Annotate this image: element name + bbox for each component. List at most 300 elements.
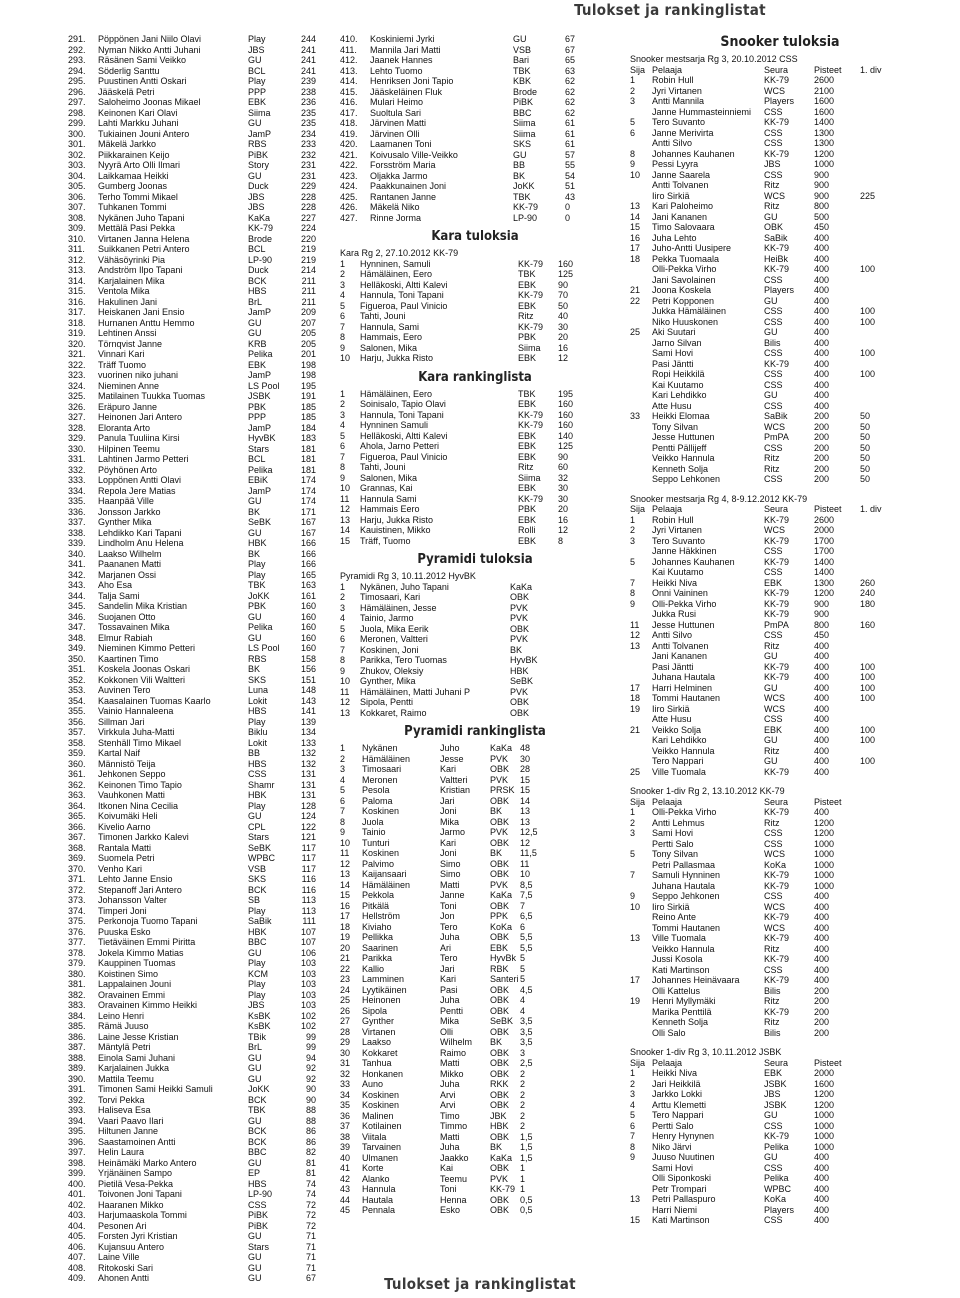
rank-cell: 383.: [68, 1000, 86, 1010]
points-cell: 166: [300, 559, 316, 569]
rank-cell: 327.: [68, 412, 86, 422]
points-cell: 0: [565, 212, 571, 223]
rank-cell: [630, 1205, 652, 1216]
name-cell: Rantala Matti: [98, 842, 152, 853]
club-cell: WCS: [764, 922, 785, 933]
ranking-row: [68, 727, 318, 738]
name-cell: Heikki Elomaa: [652, 411, 710, 422]
club-cell: GU: [248, 811, 262, 821]
name-cell: Keinonen Timo Tapio: [98, 779, 182, 790]
name-cell: Olli Kattelus: [652, 985, 701, 996]
ranking-row: [68, 171, 318, 182]
points-cell: 198: [300, 370, 316, 380]
snooker-row: [630, 390, 930, 401]
ranking-row: [68, 927, 318, 938]
points-cell: EBK: [490, 942, 509, 953]
rank-cell: 5: [340, 623, 346, 634]
points-cell: 400: [814, 640, 830, 651]
rank-cell: 10: [630, 169, 641, 180]
club-cell: Play: [248, 989, 266, 1000]
points-cell: 211: [301, 275, 316, 286]
points-cell: 200: [814, 1006, 830, 1017]
points-cell: KoKa: [490, 921, 513, 932]
rank-cell: 324.: [68, 380, 86, 391]
rank-cell: 10: [630, 901, 641, 912]
points-cell: 1400: [814, 117, 835, 128]
name-cell: Timo Salovaara: [652, 222, 715, 233]
points-cell: 117: [301, 863, 316, 874]
name-cell: Mäkelä Niko: [370, 202, 420, 212]
rank-cell: 371.: [68, 874, 86, 884]
ranking-list-continued: [340, 34, 610, 223]
extra-cell: [860, 1110, 900, 1121]
name-cell: Parikka: [362, 953, 393, 964]
name-cell: Elmur Rabiah: [98, 632, 153, 643]
club-cell: CSS: [764, 379, 783, 390]
rank-cell: 332.: [68, 464, 86, 475]
rank-cell: 11: [340, 848, 350, 859]
snooker-row: [630, 912, 930, 923]
points-cell: 103: [300, 979, 316, 989]
name-cell: Lehto Tuomo: [370, 65, 423, 76]
name-cell: Olli-Pekka Virho: [652, 598, 717, 609]
club-cell: WCS: [764, 703, 785, 714]
rank-cell: 344.: [68, 590, 86, 601]
rank-cell: 16: [340, 900, 351, 911]
points-cell: SeBK: [490, 1016, 514, 1027]
snooker-row: [630, 683, 930, 694]
name-cell: Pekka Tuomaala: [652, 253, 720, 264]
ranking-row: [68, 475, 318, 486]
snooker-row: [630, 107, 930, 118]
points-cell: OBK: [490, 995, 510, 1006]
points-cell: 400: [814, 1162, 830, 1173]
rank-cell: [630, 756, 652, 767]
rank-cell: 355.: [68, 706, 86, 716]
club-cell: Ritz: [764, 201, 780, 212]
ranking-row: [68, 916, 318, 927]
club-cell: Jon: [440, 911, 455, 922]
points-cell: 400: [814, 369, 830, 380]
kara-ranking-row: [340, 494, 610, 505]
extra-cell: 1,5: [520, 1131, 533, 1142]
club-cell: BK: [510, 644, 523, 655]
rank-cell: [630, 443, 652, 454]
points-cell: 400: [814, 295, 830, 306]
name-cell: Sandelin Mika Kristian: [98, 601, 188, 611]
rank-cell: 322.: [68, 359, 86, 370]
snooker-row: [630, 902, 930, 913]
rank-cell: 294.: [68, 65, 86, 76]
rank-cell: [630, 860, 652, 871]
club-cell: OBK: [510, 623, 530, 634]
points-cell: 160: [558, 258, 574, 269]
points-cell: 113: [301, 905, 316, 916]
name-cell: Tero Suvanto: [652, 117, 706, 128]
name-cell: Jukka Hämäläinen: [652, 306, 727, 317]
points-cell: 900: [814, 190, 830, 201]
club-cell: CSS: [764, 127, 783, 138]
rank-cell: [630, 390, 652, 401]
name-cell: Harjumaaskola Tommi: [98, 1210, 187, 1220]
name-cell: Lehtinen Anssi: [98, 328, 157, 338]
name-cell: Jaanek Hannes: [370, 55, 433, 65]
points-cell: 71: [305, 1252, 316, 1262]
rank-cell: [630, 180, 652, 191]
rank-cell: 31: [340, 1058, 351, 1069]
club-cell: KK-79: [764, 598, 790, 609]
rank-cell: [630, 672, 652, 683]
name-cell: Träff Tuomo: [98, 359, 147, 370]
points-cell: 174: [300, 496, 316, 506]
points-cell: 181: [300, 464, 316, 475]
extra-cell: 7,5: [520, 890, 533, 901]
snooker-header-row: [630, 65, 930, 76]
points-cell: 151: [300, 674, 316, 685]
name-cell: Lappalainen Jouni: [98, 979, 172, 989]
points-cell: 211: [301, 296, 316, 307]
extra-cell: [860, 338, 900, 349]
club-cell: CSS: [764, 891, 783, 902]
snooker-row: [630, 609, 930, 620]
rank-cell: 19: [630, 996, 641, 1007]
snooker-row: [630, 986, 930, 997]
club-cell: Lokit: [248, 695, 268, 706]
rank-cell: 424.: [340, 181, 358, 191]
name-cell: Iiro Sirkiä: [652, 703, 690, 714]
rank-cell: 339.: [68, 538, 86, 548]
rank-cell: 17: [630, 243, 641, 254]
points-cell: 400: [814, 327, 830, 338]
club-cell: BBC: [248, 937, 267, 947]
ranking-row: [68, 790, 318, 801]
points-cell: 1600: [814, 1078, 835, 1089]
rank-cell: 33: [630, 411, 641, 422]
snooker-row: [630, 159, 930, 170]
club-cell: Toni: [440, 900, 457, 911]
name-cell: Aho Esa: [98, 580, 133, 590]
points-cell: 92: [305, 1073, 316, 1084]
points-cell: 241: [300, 44, 316, 55]
club-cell: JoKK: [248, 1084, 270, 1094]
club-cell: SKS: [248, 674, 267, 685]
points-cell: 400: [814, 943, 830, 954]
club-cell: Play: [248, 979, 266, 989]
name-cell: Niko Järvi: [652, 1141, 692, 1152]
name-cell: Heinonen: [362, 995, 401, 1006]
snooker-header-row: [630, 797, 930, 808]
points-cell: 160: [558, 420, 574, 431]
points-cell: 62: [565, 86, 576, 97]
points-cell: 61: [565, 139, 576, 149]
extra-cell: 6: [520, 921, 526, 932]
club-cell: PmPA: [764, 432, 789, 443]
extra-cell: [860, 243, 900, 254]
rank-cell: 1: [340, 743, 346, 754]
rank-cell: [630, 567, 652, 578]
club-cell: Jarmo: [440, 827, 466, 838]
points-cell: 219: [300, 254, 316, 265]
name-cell: Lamminen: [362, 974, 405, 985]
rank-cell: 25: [630, 766, 641, 777]
rank-cell: 384.: [68, 1010, 86, 1021]
club-cell: TBK: [513, 191, 531, 202]
club-cell: Players: [764, 285, 795, 296]
points-cell: 400: [814, 243, 830, 254]
name-cell: Veikko Solja: [652, 724, 702, 735]
pyramid-ranking-row: [340, 964, 610, 975]
snooker-row: [630, 965, 930, 976]
points-cell: 195: [558, 388, 574, 399]
points-cell: 400: [814, 1183, 830, 1194]
points-cell: 161: [300, 590, 316, 601]
points-cell: 400: [814, 285, 830, 296]
rank-cell: 398.: [68, 1157, 86, 1168]
extra-cell: [860, 651, 900, 662]
name-cell: Pertti Salo: [652, 1120, 694, 1131]
points-cell: 174: [300, 475, 316, 485]
rank-cell: 13: [630, 1194, 641, 1205]
rank-cell: [630, 954, 652, 965]
name-cell: Pesonen Ari: [98, 1220, 147, 1231]
name-cell: Karjalainen Mika: [98, 275, 165, 286]
points-cell: KK-79: [490, 1184, 516, 1195]
ranking-row: [68, 66, 318, 77]
name-cell: Ventola Mika: [98, 286, 150, 296]
points-cell: PPK: [490, 911, 509, 922]
rank-cell: 416.: [340, 97, 358, 107]
kara-ranking-row: [340, 431, 610, 442]
extra-cell: [860, 1142, 900, 1153]
ranking-row: [68, 1116, 318, 1127]
snooker-row: [630, 693, 930, 704]
name-cell: Atte Husu: [652, 400, 692, 411]
extra-cell: 13: [520, 816, 531, 827]
rank-cell: 388.: [68, 1052, 86, 1063]
ranking-row: [68, 234, 318, 245]
rank-cell: 312.: [68, 254, 86, 265]
rank-cell: 2: [340, 269, 346, 280]
pyramid-ranking-row: [340, 859, 610, 870]
rank-cell: 8: [340, 816, 346, 827]
kara-ranking-row: [340, 410, 610, 421]
points-cell: OBK: [490, 1068, 510, 1079]
rank-cell: 401.: [68, 1189, 86, 1199]
club-cell: PVK: [510, 602, 529, 613]
points-cell: 400: [814, 651, 830, 662]
rank-cell: 5: [340, 785, 346, 796]
points-cell: 200: [814, 985, 830, 996]
points-cell: BK: [490, 806, 503, 817]
points-cell: 131: [300, 769, 316, 779]
ranking-row: [340, 213, 610, 224]
club-cell: Seura: [764, 1057, 789, 1068]
club-cell: SaBik: [248, 916, 272, 926]
extra-cell: 2: [520, 1079, 526, 1090]
name-cell: Tahti, Jouni: [360, 462, 406, 473]
rank-cell: 9: [630, 1152, 636, 1163]
name-cell: Jääskeläinen Fluk: [370, 86, 443, 97]
rank-cell: 333.: [68, 475, 86, 485]
ranking-row: [68, 696, 318, 707]
club-cell: KK-79: [518, 321, 544, 332]
club-cell: SeBK: [510, 676, 534, 687]
club-cell: Mikko: [440, 1068, 464, 1079]
pyramid-ranking-row: [340, 796, 610, 807]
rank-cell: 6: [340, 634, 346, 645]
name-cell: Koskinen: [362, 806, 400, 817]
points-cell: 167: [300, 527, 316, 538]
club-cell: CSS: [764, 1215, 783, 1226]
name-cell: Johannes Kauhanen: [652, 556, 735, 567]
rank-cell: 297.: [68, 97, 86, 107]
ranking-row: [340, 97, 610, 108]
points-cell: 160: [300, 643, 316, 653]
name-cell: Tero Nappari: [652, 756, 704, 767]
club-cell: PPP: [248, 86, 267, 97]
club-cell: CSS: [764, 630, 783, 641]
points-cell: 400: [814, 337, 830, 348]
ranking-row: [340, 76, 610, 87]
club-cell: CSS: [764, 348, 783, 359]
extra-cell: [860, 1100, 900, 1111]
snooker-row: [630, 767, 930, 778]
club-cell: Valtteri: [440, 774, 468, 785]
points-cell: 134: [300, 727, 316, 737]
name-cell: Oravainen Kimmo Heikki: [98, 1000, 198, 1010]
club-cell: Brode: [513, 86, 538, 97]
points-cell: 131: [300, 790, 316, 800]
points-cell: 400: [814, 745, 830, 756]
points-cell: OBK: [490, 1058, 510, 1069]
points-cell: 1700: [814, 535, 835, 546]
points-cell: 201: [300, 349, 316, 359]
rank-cell: 321.: [68, 349, 86, 359]
rank-cell: 39: [340, 1142, 351, 1153]
points-cell: 400: [814, 766, 830, 777]
rank-cell: 374.: [68, 905, 86, 916]
points-cell: 900: [814, 598, 830, 609]
snooker-event: [630, 786, 930, 1038]
name-cell: Rantanen Janne: [370, 191, 437, 202]
club-cell: EBK: [518, 451, 537, 462]
snooker-row: [630, 149, 930, 160]
name-cell: Parikka, Tero Tuomas: [360, 655, 447, 666]
name-cell: Tietäväinen Emmi Piritta: [98, 937, 196, 947]
points-cell: 90: [558, 451, 569, 462]
name-cell: Ulmanen: [362, 1152, 399, 1163]
name-cell: Perkonoja Tuomo Tapani: [98, 916, 198, 926]
rank-cell: 13: [630, 933, 641, 944]
rank-cell: 382.: [68, 989, 86, 1000]
name-cell: Mäntylä Petri: [98, 1042, 151, 1052]
name-cell: Hämäläinen: [362, 879, 411, 890]
club-cell: GU: [248, 1063, 262, 1073]
club-cell: PVK: [510, 634, 529, 645]
rank-cell: [630, 944, 652, 955]
name-cell: Ville Tuomala: [652, 766, 706, 777]
ranking-row: [68, 339, 318, 350]
club-cell: HBS: [248, 706, 267, 716]
rank-cell: 352.: [68, 674, 86, 685]
name-cell: Nieminen Anne: [98, 380, 160, 391]
club-cell: EBK: [518, 353, 537, 364]
rank-cell: 397.: [68, 1147, 86, 1157]
extra-cell: [860, 714, 900, 725]
name-cell: Kotilainen: [362, 1121, 402, 1132]
rank-cell: [630, 965, 652, 976]
ranking-row: [68, 717, 318, 728]
snooker-row: [630, 630, 930, 641]
club-cell: Story: [248, 160, 270, 170]
extra-cell: 1,5: [520, 1142, 533, 1153]
extra-cell: [860, 212, 900, 223]
rank-cell: [630, 138, 652, 149]
name-cell: Tainio: [362, 827, 386, 838]
club-cell: EBK: [518, 279, 537, 290]
rank-cell: 22: [340, 963, 351, 974]
points-cell: 200: [814, 996, 830, 1007]
ranking-row: [340, 171, 610, 182]
name-cell: Suojanen Otto: [98, 611, 156, 622]
rank-cell: [630, 1184, 652, 1195]
snooker-column: [630, 34, 930, 1226]
rank-cell: 296.: [68, 86, 86, 97]
club-cell: WPBC: [248, 853, 275, 863]
points-cell: 235: [300, 107, 316, 118]
extra-cell: [860, 275, 900, 286]
points-cell: 133: [300, 737, 316, 748]
ranking-row: [68, 1105, 318, 1116]
club-cell: Wilhelm: [440, 1037, 473, 1048]
extra-cell: 6,5: [520, 911, 533, 922]
extra-cell: 5: [520, 963, 526, 974]
ranking-row: [68, 433, 318, 444]
club-cell: KK-79: [248, 223, 274, 233]
points-cell: OBK: [490, 837, 510, 848]
ranking-row: [68, 381, 318, 392]
rank-cell: 2: [340, 592, 346, 603]
snooker-row: [630, 359, 930, 370]
name-cell: Hilpinen Teemu: [98, 443, 160, 454]
extra-cell: [860, 180, 900, 191]
name-cell: Jesse Huttunen: [652, 432, 715, 443]
points-cell: 160: [300, 611, 316, 622]
points-cell: PVK: [490, 774, 509, 785]
pyramid-result-row: [340, 708, 610, 719]
snooker-row: [630, 536, 930, 547]
club-cell: Brode: [248, 233, 273, 244]
points-cell: OBK: [490, 1205, 510, 1216]
name-cell: Harju, Jukka Risto: [360, 353, 434, 364]
rank-cell: 3: [340, 764, 346, 775]
club-cell: EBiK: [248, 475, 269, 485]
extra-cell: [860, 923, 900, 934]
name-cell: Panula Tuuliina Kirsi: [98, 433, 180, 443]
rank-cell: 386.: [68, 1031, 86, 1042]
ranking-row: [68, 801, 318, 812]
rank-cell: 413.: [340, 65, 358, 76]
club-cell: TBK: [248, 580, 266, 590]
club-cell: KK-79: [764, 75, 790, 86]
rank-cell: 24: [340, 984, 351, 995]
rank-cell: 299.: [68, 118, 86, 128]
snooker-row: [630, 86, 930, 97]
extra-cell: [860, 546, 900, 557]
extra-cell: 12,5: [520, 827, 538, 838]
snooker-row: [630, 285, 930, 296]
name-cell: Loppönen Antti Olavi: [98, 475, 182, 485]
